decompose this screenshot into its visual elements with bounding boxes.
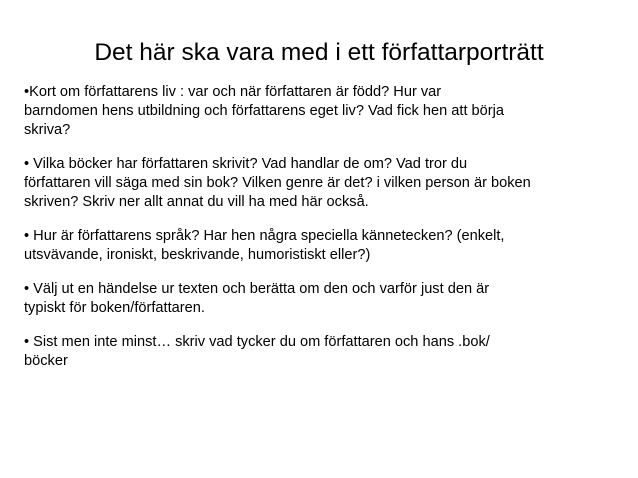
text-line: • Sist men inte minst… skriv vad tycker du om författaren och hans .bok/ [24,334,490,350]
text-line: typiskt för boken/författaren. [24,300,205,316]
text-line: skriva? [24,122,71,138]
paragraph-books [24,155,596,212]
paragraph-author-life [24,83,596,140]
paragraph-opinion [24,333,596,371]
text-line: böcker [24,353,68,369]
text-line: • Vilka böcker har författaren skrivit? Vad handlar de om? Vad tror du [24,156,468,172]
paragraph-event [24,280,596,318]
text-line: barndomen hens utbildning och författarens eget liv? Vad fick hen att börja [24,103,505,119]
text-line: utsvävande, ironiskt, beskrivande, humoristiskt eller?) [24,247,371,263]
text-line: skriven? Skriv ner allt annat du vill ha med här också. [24,194,369,210]
text-line: • Hur är författarens språk? Har hen några speciella kännetecken? (enkelt, [24,228,505,244]
slide-title: Det här ska vara med i ett författarporträtt [94,39,544,66]
text-line: • Välj ut en händelse ur texten och berätta om den och varför just den är [24,281,490,297]
text-line: •Kort om författarens liv : var och när författaren är född? Hur var [24,84,442,100]
paragraph-language [24,227,596,265]
text-line: författaren vill säga med sin bok? Vilken genre är det? i vilken person är boken [24,175,531,191]
slide-body [24,83,596,371]
